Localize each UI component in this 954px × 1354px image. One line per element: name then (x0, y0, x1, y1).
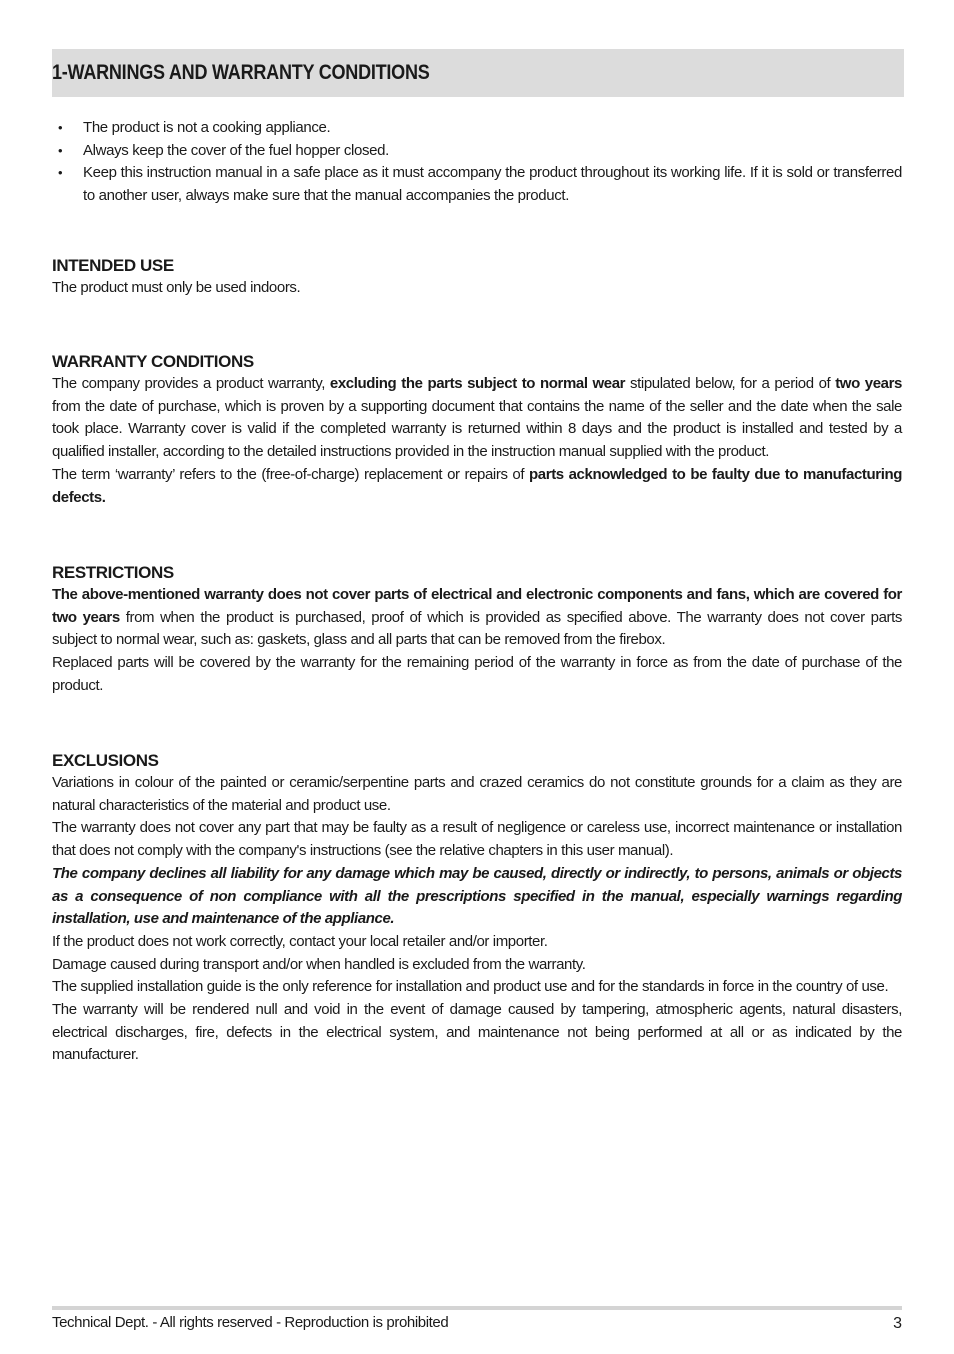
page-number: 3 (893, 1315, 902, 1332)
bullet-icon: • (58, 120, 63, 135)
restrictions-heading: RESTRICTIONS (52, 563, 174, 582)
list-item: • The product is not a cooking appliance. (52, 117, 902, 140)
list-item: • Keep this instruction manual in a safe place as it must accompany the product throughout its working life. If it is sold or transferred to another user, always make sure that the manual accompanies the product. (58, 164, 902, 205)
exclusions-paragraph-6: The supplied installation guide is the only reference for installation and product use and for the standards in force in the country of use. (52, 978, 889, 996)
list-item: • Always keep the cover of the fuel hopper closed. (52, 140, 902, 163)
bullet-icon: • (58, 142, 63, 158)
footer-divider (52, 1306, 902, 1310)
bullet-icon: • (58, 165, 63, 181)
exclusions-paragraph-2: The warranty does not cover any part that may be faulty as a result of negligence or careless use, incorrect maintenance or installation that does not comply with the company's instructions (see the relative chapters in this user manual). (52, 819, 902, 860)
page-title: 1-WARNINGS AND WARRANTY CONDITIONS (52, 61, 430, 84)
exclusions-section (52, 749, 902, 1067)
exclusions-heading: EXCLUSIONS (52, 751, 159, 770)
warranty-conditions-heading: WARRANTY CONDITIONS (52, 352, 254, 371)
document-page (52, 49, 904, 1064)
exclusions-paragraph-1: Variations in colour of the painted or ceramic/serpentine parts and crazed ceramics do not constitute grounds for a claim as they are natural characteristics of the material and product use. (52, 774, 902, 814)
intended-use-text: The product must only be used indoors. (52, 279, 301, 296)
liability-disclaimer: The company declines all liability for any damage which may be caused, directly or indirectly, to persons, animals or objects as a consequence of non compliance with all the prescriptions specified in the manual, especially warnings regarding installation, use and maintenance of the appliance. (52, 864, 902, 928)
restrictions-section (52, 561, 902, 698)
section-title-bar (52, 49, 904, 97)
restrictions-paragraph-2: Replaced parts will be covered by the warranty for the remaining period of the warranty in force as from the date of purchase of the product. (52, 654, 902, 694)
warranty-paragraph-2: The term ‘warranty’ refers to the (free-of-charge) replacement or repairs of parts acknowledged to be faulty due to manufacturing defects. (52, 465, 902, 506)
exclusions-paragraph-7: The warranty will be rendered null and void in the event of damage caused by tampering, atmospheric agents, natural disasters, electrical discharges, fire, defects in the electrical system, and maintenance not being performed at all or as indicated by the manufacturer. (52, 1001, 902, 1064)
exclusions-paragraph-5: Damage caused during transport and/or when handled is excluded from the warranty. (52, 955, 586, 973)
warranty-conditions-section (52, 350, 902, 509)
warranty-paragraph-1: The company provides a product warranty, excluding the parts subject to normal wear stipulated below, for a period of two years from the date of purchase, which is proven by a supporting document that contains the name of the seller and the date when the sale took place. Warranty cover is valid if the completed warranty is returned within 8 days and the product is installed and tested by a qualified installer, according to the detailed instructions provided in the instruction manual supplied with the product. (52, 375, 902, 461)
exclusions-paragraph-4: If the product does not work correctly, contact your local retailer and/or importer. (52, 932, 548, 950)
intended-use-section (52, 254, 902, 300)
restrictions-paragraph-1: The above-mentioned warranty does not cover parts of electrical and electronic components and fans, which are covered for two years from when the product is purchased, proof of which is provided as specified above. The warranty does not cover parts subject to normal wear, such as: gaskets, glass and all parts that can be removed from the firebox. (52, 586, 902, 649)
warning-list (52, 117, 902, 208)
intended-use-heading: INTENDED USE (52, 256, 174, 275)
footer-text: Technical Dept. - All rights reserved - Reproduction is prohibited (52, 1314, 449, 1331)
